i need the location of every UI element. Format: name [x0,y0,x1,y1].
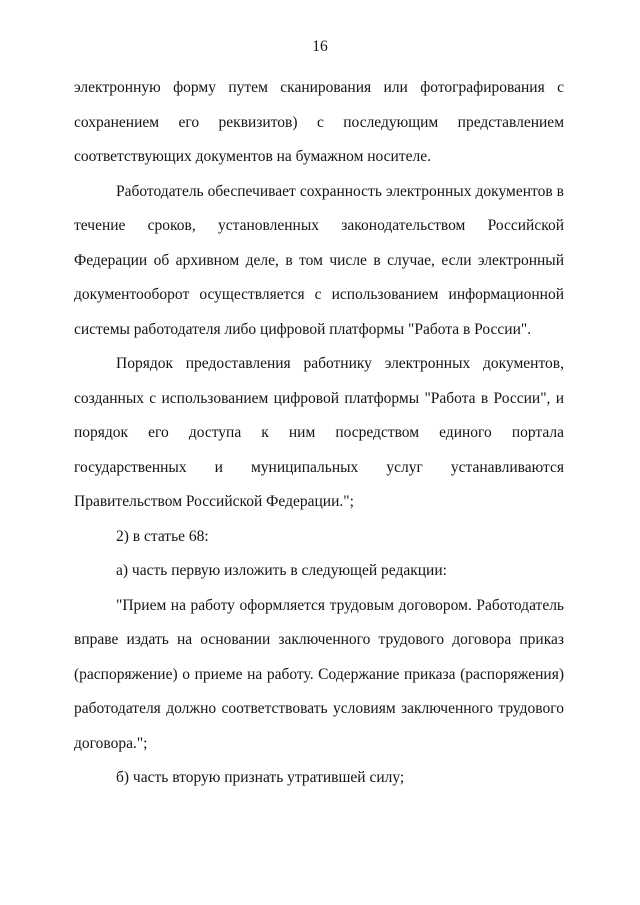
paragraph-access-order: Порядок предоставления работнику электронных документов, созданных с использованием цифровой платформы "Работа в России", и порядок его доступа к ним посредством единого портала государственных и муниципальных услуг устанавливаются Правительством Российской Федерации."; [74,355,564,510]
paragraph-scan-continuation: электронную форму путем сканирования или фотографирования с сохранением его реквизитов) с последующим представлением соответствующих документов на бумажном носителе. [74,79,564,165]
paragraph-article-68: 2) в статье 68: [116,527,209,545]
paragraph-part-two: б) часть вторую признать утратившей силу; [116,769,405,786]
document-body [74,71,564,796]
paragraph-hiring-quote: "Прием на работу оформляется трудовым договором. Работодатель вправе издать на основании заключенного трудового договора приказ (распоряжение) о приеме на работу. Содержание приказа (распоряжения) работодателя должно соответствовать условиям заключенного трудового договора."; [74,596,564,752]
paragraph-storage: Работодатель обеспечивает сохранность электронных документов в течение сроков, установленных законодательством Российской Федерации об архивном деле, в том числе в случае, если электронный документооборот осуществляется с использованием информационной системы работодателя либо цифровой платформы "Работа в России". [74,182,564,338]
page-number: 16 [312,38,328,55]
paragraph-part-one: а) часть первую изложить в следующей редакции: [116,562,447,579]
